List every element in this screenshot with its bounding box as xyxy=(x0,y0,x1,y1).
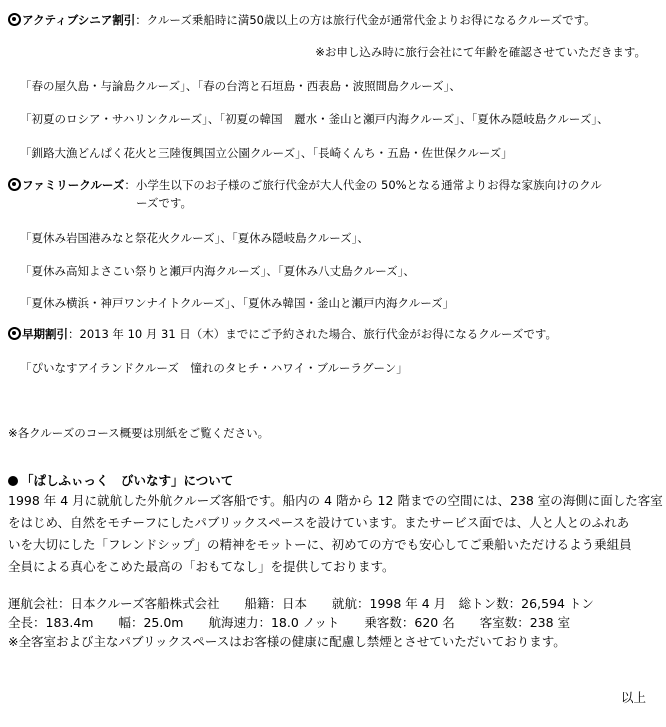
ship-spec-line: 全長：183.4m 幅：25.0m 航海速力：18.0 ノット 乗客数：620 名 客室数：238 室 xyxy=(8,615,571,630)
about-body-line: 全員による真心をこめた最高の「おもてなし」を提供しております。 xyxy=(8,559,395,574)
double-circle-icon xyxy=(8,178,21,191)
family-line xyxy=(8,177,602,193)
family-description-cont: ーズです。 xyxy=(136,196,193,210)
double-circle-icon xyxy=(8,327,21,340)
early-cruise-line: 「ぴいなすアイランドクルーズ 憧れのタヒチ・ハワイ・ブルーラグーン」 xyxy=(20,361,408,375)
early-heading: 早期割引 xyxy=(22,327,68,341)
family-description: ：小学生以下のお子様のご旅行代金が大人代金の 50%となる通常よりお得な家族向けのクル xyxy=(124,178,602,192)
about-body-line: いを大切にした「フレンドシップ」の精神をモットーに、初めての方でも安心してご乗船いただけるよう乗組員 xyxy=(8,537,632,552)
about-heading: 「ぱしふぃっく びいなす」について xyxy=(21,473,234,488)
double-circle-icon xyxy=(8,13,21,26)
about-heading-line xyxy=(8,471,233,491)
closing-mark: 以上 xyxy=(620,690,646,705)
family-cruise-line: 「夏休み岩国港みなと祭花火クルーズ」、「夏休み隠岐島クルーズ」、 xyxy=(20,231,369,245)
early-line xyxy=(8,326,557,342)
about-body-line: をはじめ、自然をモチーフにしたパブリックスペースを設けています。またサービス面では、人と人とのふれあ xyxy=(8,515,630,530)
early-description: ：2013 年 10 月 31 日（木）までにご予約された場合、旅行代金がお得になるクルーズです。 xyxy=(68,327,557,341)
family-cruise-line: 「夏休み横浜・神戸ワンナイトクルーズ」、「夏休み韓国・釜山と瀬戸内海クルーズ」 xyxy=(20,296,455,310)
active-senior-heading: アクティブシニア割引 xyxy=(22,13,136,27)
course-note: ※各クルーズのコース概要は別紙をご覧ください。 xyxy=(8,426,270,440)
family-cruise-line: 「夏休み高知よさこい祭りと瀬戸内海クルーズ」、「夏休み八丈島クルーズ」、 xyxy=(20,264,415,278)
ship-spec-line: 運航会社：日本クルーズ客船株式会社 船籍：日本 就航：1998 年 4 月 総トン数：26,594 トン xyxy=(8,596,594,611)
active-senior-line xyxy=(8,12,596,28)
senior-cruise-line: 「初夏のロシア・サハリンクルーズ」、「初夏の韓国 麗水・釜山と瀬戸内海クルーズ」、「夏休み隠岐島クルーズ」、 xyxy=(20,112,609,126)
smoking-note: ※全客室および主なパブリックスペースはお客様の健康に配慮し禁煙とさせていただいております。 xyxy=(8,634,566,649)
senior-cruise-line: 「春の屋久島・与論島クルーズ」、「春の台湾と石垣島・西表島・波照間島クルーズ」、 xyxy=(20,79,461,93)
about-body-line: 1998 年 4 月に就航した外航クルーズ客船です。船内の 4 階から 12 階までの空間には、238 室の海側に面した客室 xyxy=(8,493,663,508)
bullet-icon xyxy=(8,476,18,486)
senior-cruise-line: 「釧路大漁どんぱく花火と三陸復興国立公園クルーズ」、「長崎くんち・五島・佐世保クルーズ」 xyxy=(20,146,513,160)
family-heading: ファミリークルーズ xyxy=(22,178,125,192)
active-senior-description: ：クルーズ乗船時に満50歳以上の方は旅行代金が通常代金よりお得になるクルーズです。 xyxy=(135,13,596,27)
age-check-note: ※お申し込み時に旅行会社にて年齢を確認させていただきます。 xyxy=(315,45,646,59)
